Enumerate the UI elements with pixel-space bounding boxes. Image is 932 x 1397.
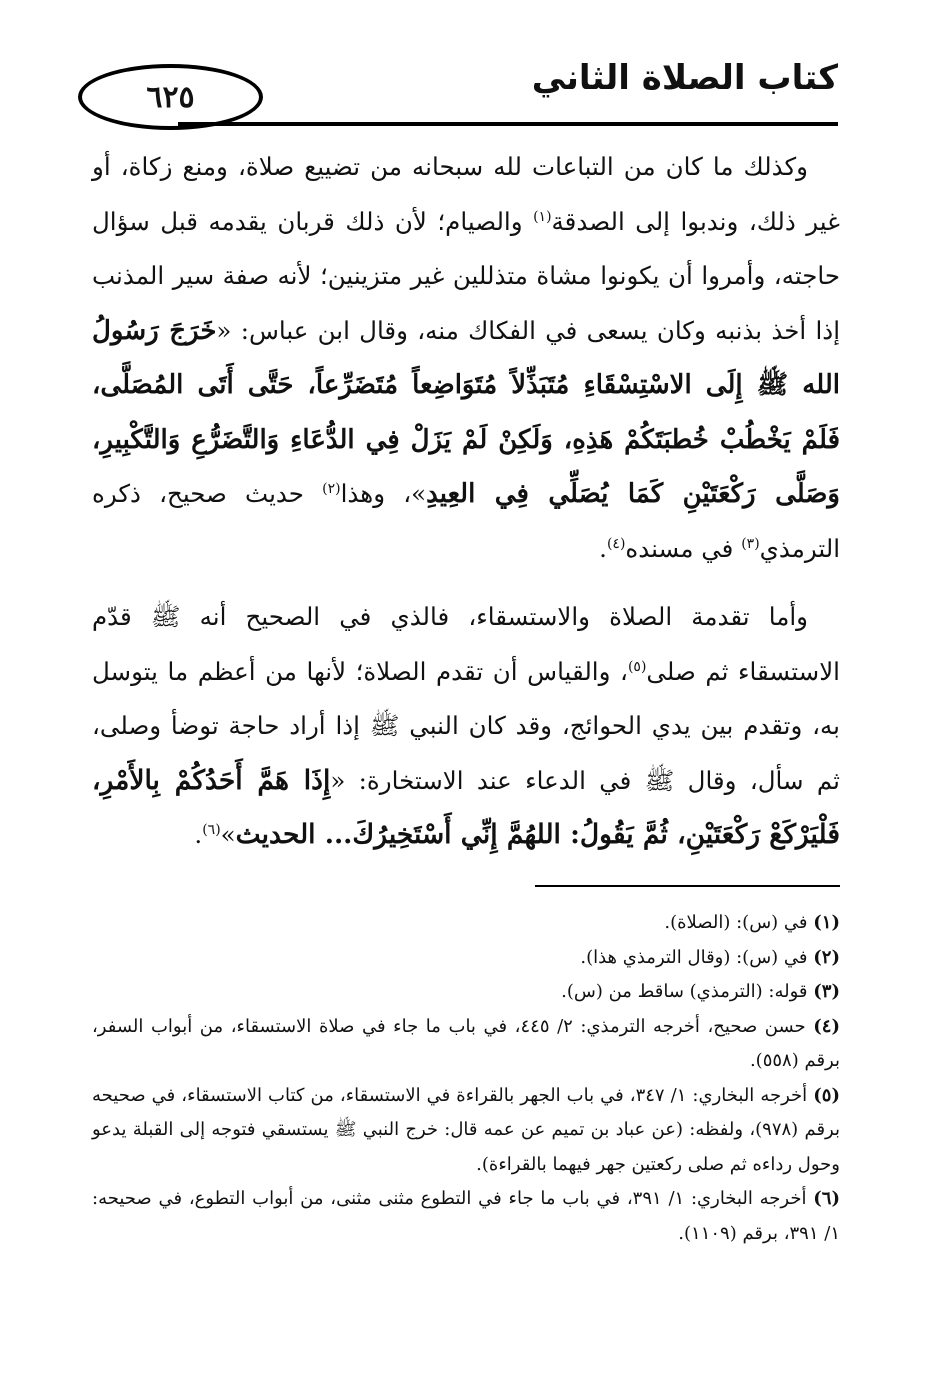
text: في مسنده <box>625 533 742 563</box>
footnote-number: (٤) <box>813 1015 840 1037</box>
footnote-text: أخرجه البخاري: ١/ ٣٤٧، في باب الجهر بالقراءة في الاستسقاء، من كتاب الاستسقاء، في صحيحه برقم (٩٧٨)، ولفظه: (عن عباد بن تميم عن عمه قال: خرج النبي ﷺ يستسقي فتوجه إلى القبلة يدعو وحول رداءه ثم صلى ركعتين جهر فيهما بالقراءة). <box>92 1084 840 1175</box>
text: . <box>194 820 203 849</box>
footnote-ref-5: (٥) <box>627 658 647 675</box>
footnote-ref-2: (٢) <box>322 480 341 497</box>
footnote <box>92 1079 840 1183</box>
footnote-ref-6: (٦) <box>202 821 221 838</box>
text: حديث صحيح، ذكره الترمذي <box>92 479 840 563</box>
hadith-quote: إِذَا هَمَّ أَحَدُكُمْ بِالأَمْرِ، فَلْيَرْكَعْ رَكْعَتَيْنِ، ثُمَّ يَقُولُ: اللهُمَّ إِنِّي أَسْتَخِيرُكَ... الحديث <box>92 764 840 850</box>
paragraph-2 <box>92 590 840 863</box>
hadith-quote: خَرَجَ رَسُولُ الله ﷺ إِلَى الاسْتِسْقَاءِ مُتَبَذِّلاً مُتَوَاضِعاً مُتَضَرِّعاً، حَتَّى أَتَى المُصَلَّى، فَلَمْ يَخْطُبْ خُطبَتَكُمْ هَذِهِ، وَلَكِنْ لَمْ يَزَلْ فِي الدُّعَاءِ وَالتَّضَرُّعِ وَالتَّكْبِيرِ، وَصَلَّى رَكْعَتَيْنِ كَمَا يُصَلِّي فِي العِيدِ <box>92 315 840 509</box>
footnote-ref-4: (٤) <box>606 535 626 552</box>
footnote-text: أخرجه البخاري: ١/ ٣٩١، في باب ما جاء في التطوع مثنى مثنى، من أبواب التطوع، في صحيحه: ١/ ٣٩١، برقم (١١٠٩). <box>92 1188 840 1244</box>
book-title: كتاب الصلاة الثاني <box>531 58 838 98</box>
footnote-text: في (س): (الصلاة). <box>664 912 808 933</box>
footnote <box>92 941 840 976</box>
page-number: ٦٢٥ <box>78 64 263 130</box>
footnote-number: (٥) <box>813 1084 840 1106</box>
footnote-number: (١) <box>813 912 840 933</box>
footnote <box>92 1182 840 1251</box>
footnote-number: (٦) <box>813 1188 840 1209</box>
footnote-text: حسن صحيح، أخرجه الترمذي: ٢/ ٤٤٥، في باب ما جاء في صلاة الاستسقاء، من أبواب السفر، برقم (٥٥٨). <box>92 1015 840 1071</box>
running-header <box>78 58 838 128</box>
footnote <box>92 975 840 1010</box>
footnote-number: (٢) <box>813 946 840 968</box>
footnote-ref-1: (١) <box>533 208 552 225</box>
paragraph-1 <box>92 140 840 576</box>
footnote-text: قوله: (الترمذي) ساقط من (س). <box>561 981 808 1002</box>
text: وأما تقدمة الصلاة والاستسقاء، فالذي في الصحيح أنه ﷺ قدّم الاستسقاء ثم صلى <box>92 602 840 686</box>
text: والصيام؛ لأن ذلك قربان يقدمه قبل سؤال حاجته، وأمروا أن يكونوا مشاة متذللين غير متزينين؛ لأنه صفة سير المذنب إذا أخذ بذنبه وكان يسعى في الفكاك منه، وقال ابن عباس: « <box>92 206 841 345</box>
footnote <box>92 906 840 941</box>
footnote-text: في (س): (وقال الترمذي هذا). <box>580 946 808 968</box>
footnote <box>92 1010 840 1079</box>
text: »، وهذا <box>340 479 427 508</box>
text: وكذلك ما كان من التباعات لله سبحانه من تضييع صلاة، ومنع زكاة، أو غير ذلك، وندبوا إلى الصدقة <box>92 152 840 236</box>
footnote-ref-3: (٣) <box>741 535 760 552</box>
footnotes <box>92 906 840 1251</box>
main-text <box>92 140 840 863</box>
text: » <box>220 820 236 849</box>
footnote-separator <box>535 885 840 887</box>
header-rule <box>178 122 838 126</box>
text: ، والقياس أن تقدم الصلاة؛ لأنها من أعظم ما يتوسل به، وتقدم بين يدي الحوائج، وقد كان النبي ﷺ إذا أراد حاجة توضأ وصلى، ثم سأل، وقال ﷺ في الدعاء عند الاستخارة: « <box>92 656 840 795</box>
footnote-number: (٣) <box>813 981 840 1002</box>
text: . <box>599 533 607 563</box>
